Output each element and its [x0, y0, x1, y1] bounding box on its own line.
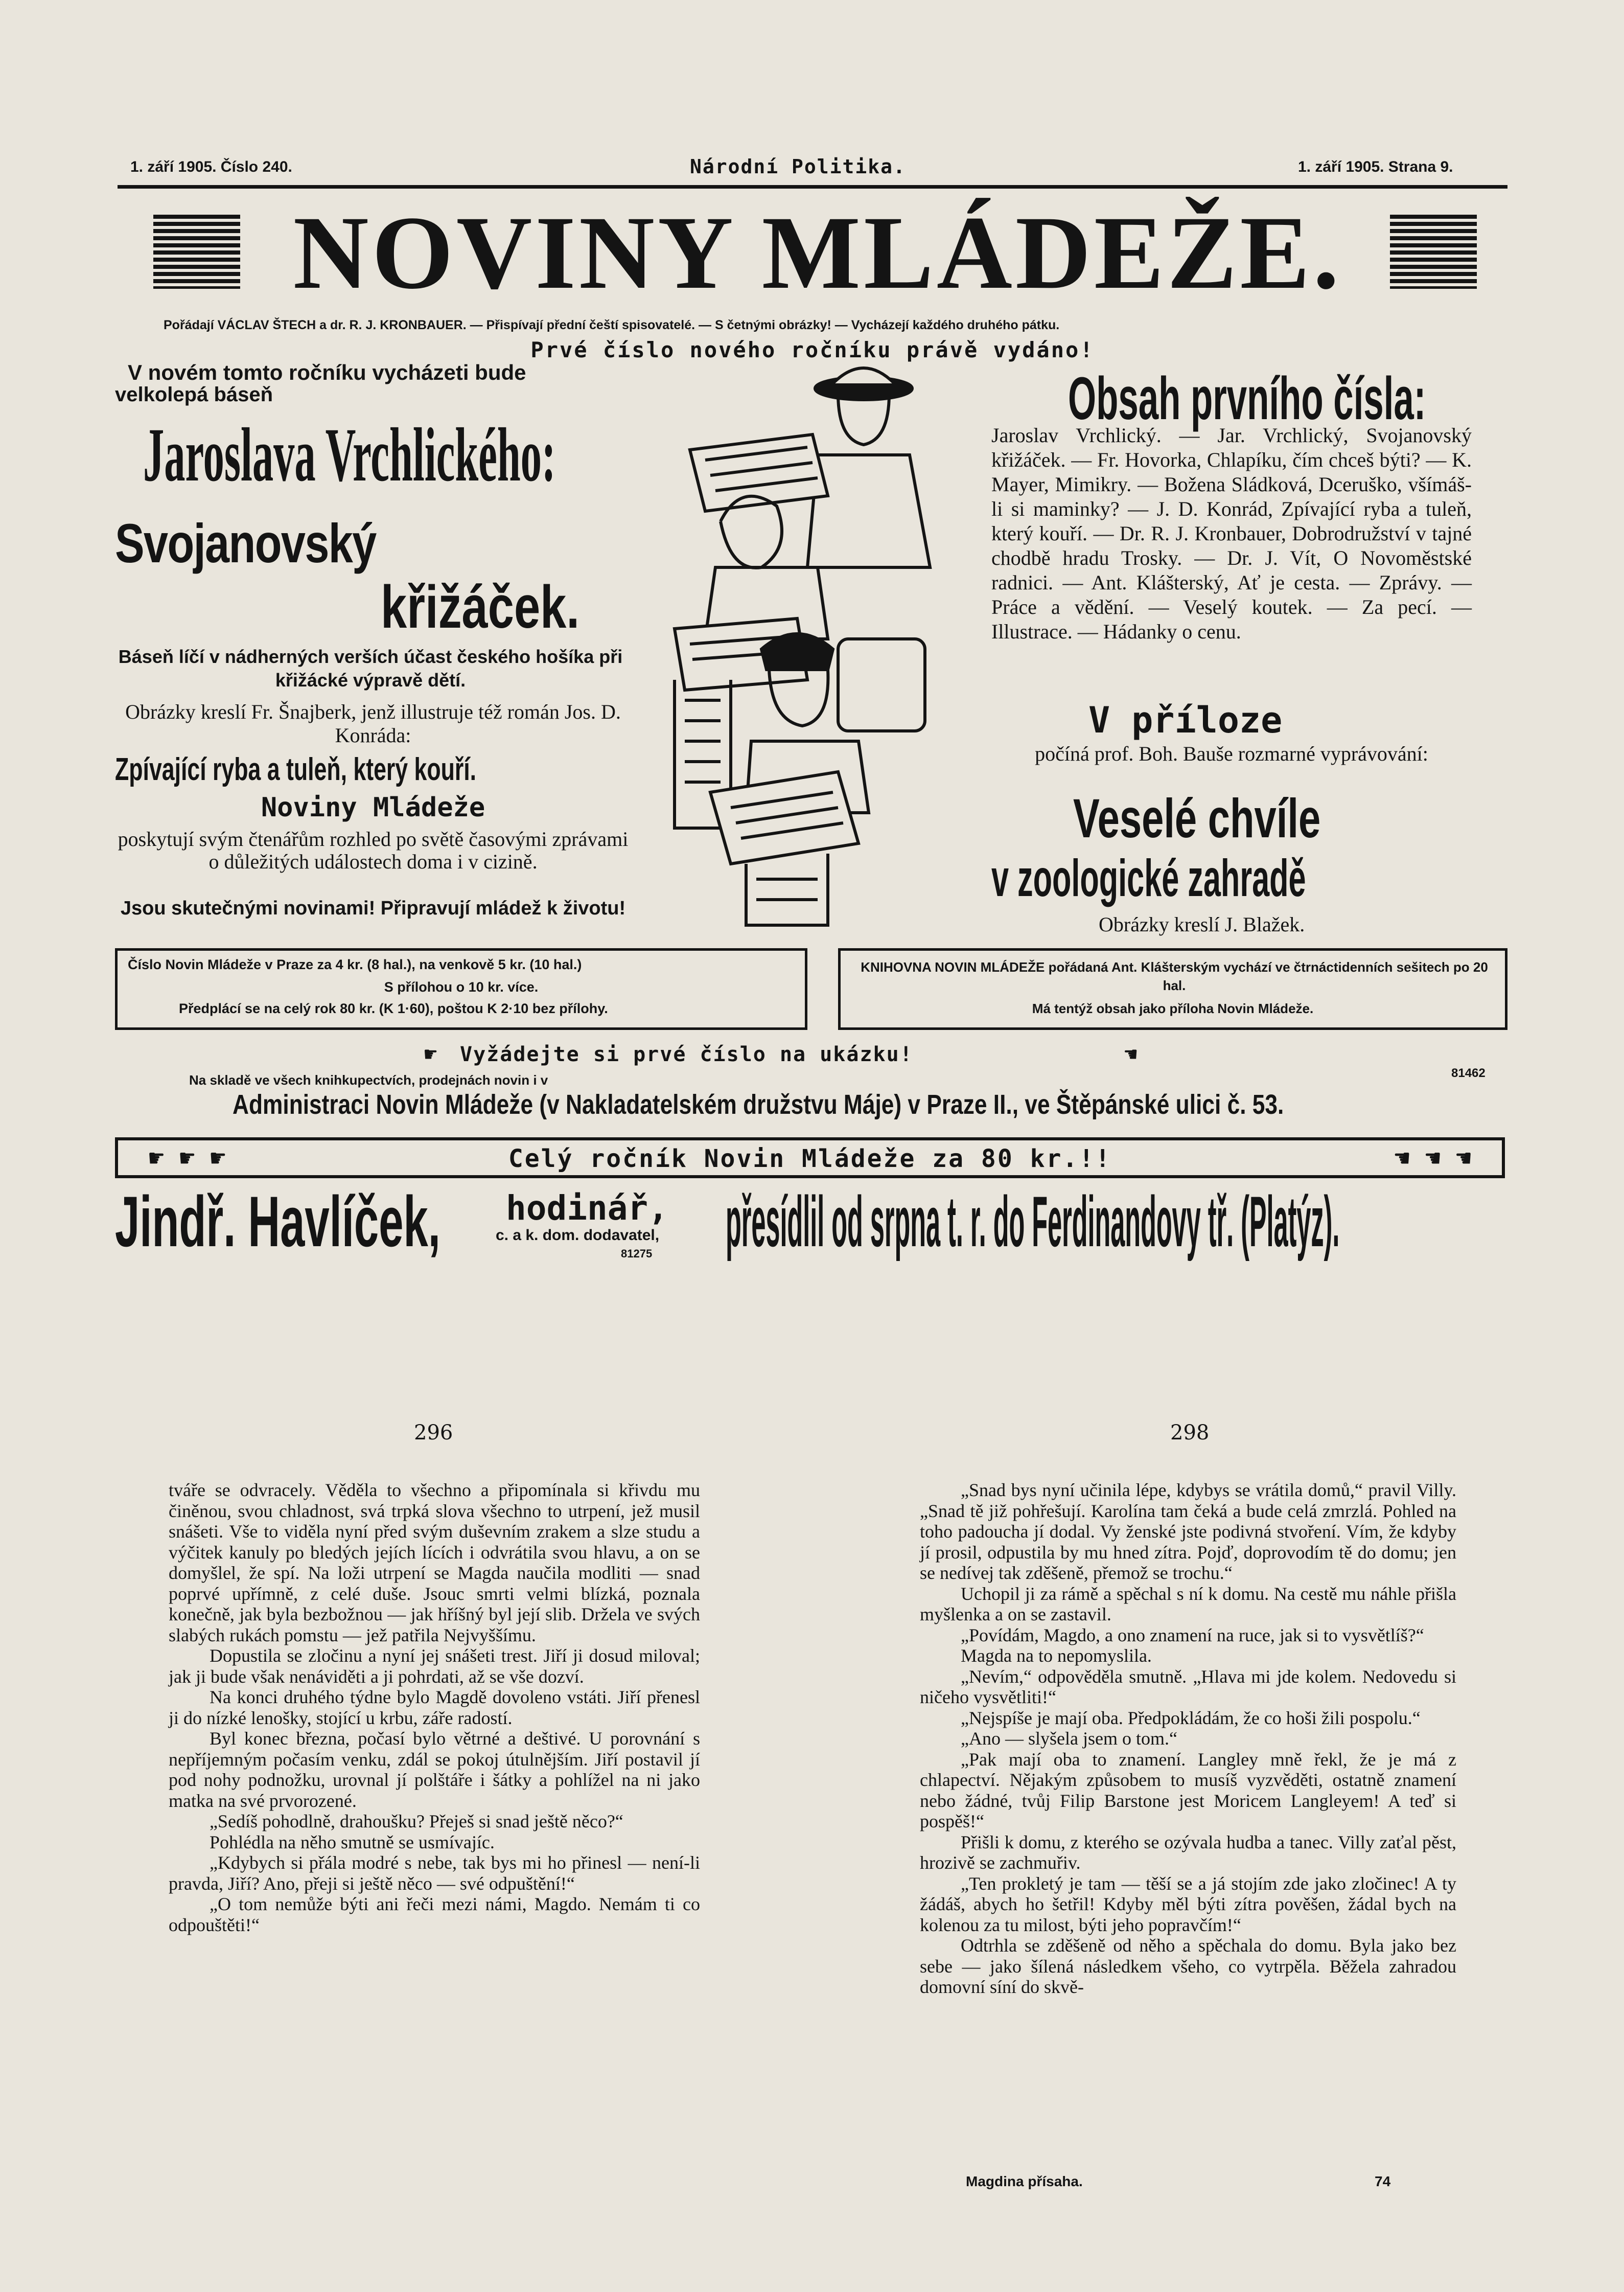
paragraph: „Ten prokletý je tam — těší se a já stojím zde jako zločinec! A ty žádáš, abych ho šetřil! Kdyby měl býti zítra pověšen, žádal bych na kolenou za tu milost, býti jeho popravčím!“ — [920, 1873, 1456, 1935]
paragraph: Byl konec března, počasí bylo větrné a deštivé. U porovnání s nepříjemným počasím venku, zdál se pokoj útulnějším. Jiří postavil jí pod nohy podnožku, urovnal jí polštáře i šátky a pohlížel na ni jako matka na své prvorozené. — [169, 1728, 700, 1811]
paragraph: Magda na to nepomyslila. — [961, 1645, 1152, 1666]
intro-text-2: velkolepá báseň — [115, 383, 273, 406]
paragraph: „Kdybych si přála modré s nebe, tak bys mi ho přinesl — není-li pravda, Jiří? Ano, přeji si ještě něco — své odpuštění!“ — [169, 1852, 700, 1894]
header-date-right: 1. září 1905. Strana 9. — [1298, 158, 1453, 175]
paragraph: „Pak mají oba to znamení. Langley mně řekl, že je má z chlapectví. Nějakým způsobem to musíš vyzvěděti, ostatně znamení nebo žádné, tvůj Filip Barstone jest Moricem Langleyem! A teď si pospěš!“ — [920, 1749, 1456, 1831]
paragraph: Uchopil ji za rámě a spěchal s ní k domu. Na cestě mu náhle přišla myšlenka a on se zastavil. — [920, 1583, 1456, 1624]
paragraph: tváře se odvracely. Věděla to všechno a připomínala si křivdu mu činěnou, svou chladnost, svá trpká slova všechno to utrpení, jež musil snášeti. Vše to viděla nyní před svým duševním zrakem a slze studu a výčitek kanuly po bledých jejích lících i odvrátila svou hlavu, a on se domyšlel, že spí. Na loži utrpení se Magda naučila modliti — snad poprvé upřímně, z celé duše. Jsouc smrti velmi blízká, poznala konečně, jak byla bezbožnou — jak hříšný byl její slib. Držela ve svých slabých rukách pomstu — jež patřila Nejvyššímu. — [169, 1480, 700, 1645]
paragraph: Dopustila se zločinu a nyní jej snášeti trest. Jiří ji dosud miloval; jak ji bude však nenáviděti a ji pohrdati, až se vše dozví. — [169, 1645, 700, 1687]
paragraph: „Snad bys nyní učinila lépe, kdybys se vrátila domů,“ pravil Villy. „Snad tě již pohřešují. Karolína tam čeká a bude celá zmrzlá. Pohled na toho padoucha jí dodal. Vy ženské jste podivná stvoření. Vím, že kdyby jí prosil, odpustila by mu hned zítra. Pojď, doprovodím tě do domu; jen se nedívej tak zděšeně, přemož se trochu.“ — [920, 1480, 1456, 1583]
paragraph: Pohlédla na něho smutně se usmívajíc. — [210, 1831, 495, 1852]
hand-icons-right: ☚ ☚ ☚ — [1394, 1143, 1471, 1173]
serial-footer-title: Magdina přísaha. — [966, 2173, 1083, 2189]
paragraph: „Povídám, Magdo, a ono znamení na ruce, jak si to vysvětlíš?“ — [961, 1624, 1424, 1645]
poem-description: Báseň líčí v nádherných verších účast českého hošíka při křižácké výpravě dětí. — [118, 646, 623, 691]
havlicek-message: přesídlil od srpna t. r. do Ferdinandovy tř. (Platýz). — [726, 1181, 1340, 1262]
poem-title-1: Svojanovský — [115, 512, 376, 574]
header-newspaper-name: Národní Politika. — [690, 155, 906, 178]
request-text: Vyžádejte si prvé číslo na ukázku! — [460, 1043, 913, 1066]
brand-name: Noviny Mládeže — [261, 792, 485, 823]
paragraph: Na konci druhého týdne bylo Magdě dovoleno vstáti. Jiří přenesl ji do nízké lenošky, stojící u krbu, záře radostí. — [169, 1687, 700, 1728]
header-rule — [118, 185, 1507, 189]
poem-title-2: křižáček. — [381, 574, 579, 641]
boys-reading-illustration — [644, 353, 961, 941]
serial-page-right: 298 — [1170, 1421, 1210, 1445]
havlicek-trade: hodinář, — [506, 1188, 668, 1228]
paragraph: „Sedíš pohodlně, drahoušku? Přeješ si snad ještě něco?“ — [210, 1811, 623, 1831]
masthead-ornament-left — [153, 215, 240, 289]
supplement-text: počíná prof. Boh. Bauše rozmarné vyprávování: — [1035, 742, 1428, 765]
supplement-heading: V příloze — [1088, 699, 1283, 741]
hand-icons-left: ☛ ☛ ☛ — [149, 1143, 226, 1173]
supplement-title-2: v zoologické zahradě — [991, 849, 1306, 907]
paragraph: „O tom nemůže býti ani řeči mezi námi, Magdo. Nemám ti co odpouštěti!“ — [169, 1894, 700, 1935]
serial-page-left: 296 — [414, 1421, 453, 1445]
havlicek-subtitle: c. a k. dom. dodavatel, — [496, 1227, 660, 1244]
masthead-ornament-right — [1390, 215, 1477, 289]
novel-title: Zpívající ryba a tuleň, který kouří. — [115, 752, 477, 787]
author-name: Jaroslava Vrchlického: — [143, 412, 556, 497]
paragraph: „Nejspíše je mají oba. Předpokládám, že co hoši žili pospolu.“ — [961, 1707, 1421, 1728]
serial-column-right — [920, 1480, 1456, 1998]
announcement: Prvé číslo nového ročníku právě vydáno! — [530, 337, 1095, 362]
slogan-text: Jsou skutečnými novinami! Připravují mládež k životu! — [120, 898, 626, 919]
supplement-title-1: Veselé chvíle — [1073, 787, 1321, 849]
administration-address: Administraci Novin Mládeže (v Nakladatelském družstvu Máje) v Praze II., ve Štěpánské ulici č. 53. — [233, 1089, 1284, 1120]
year-price-banner — [115, 1137, 1505, 1178]
price-box-right — [838, 948, 1507, 1030]
stock-line: Na skladě ve všech knihkupectvích, prodejnách novin i v — [189, 1072, 548, 1088]
masthead-subline: Pořádají VÁCLAV ŠTECH a dr. R. J. KRONBAUER. — Přispívají přední čeští spisovatelé. — S četnými obrázky! — Vycházejí každého druhého pátku. — [164, 318, 1060, 332]
havlicek-number: 81275 — [621, 1247, 653, 1260]
paragraph: Odtrhla se zděšeně od něho a spěchala do domu. Byla jako bez sebe — jako šílená následkem všeho, co vytrpěla. Běžela zahradou domovní síní do skvě- — [920, 1935, 1456, 1997]
price-line-1: Číslo Novin Mládeže v Praze za 4 kr. (8 hal.), na venkově 5 kr. (10 hal.) — [128, 957, 582, 972]
library-text-2: Má tentýž obsah jako příloha Novin Mládeže. — [1032, 1001, 1314, 1016]
illustrator-note: Obrázky kreslí Fr. Šnajberk, jenž illustruje též román Jos. D. Konráda: — [125, 700, 621, 747]
havlicek-name: Jindř. Havlíček, — [115, 1181, 440, 1262]
serial-column-left — [169, 1480, 700, 1935]
hand-icon-left: ☛ — [424, 1042, 437, 1067]
paragraph: „Nevím,“ odpověděla smutně. „Hlava mi jde kolem. Nedovedu si ničeho vysvětliti!“ — [920, 1666, 1456, 1707]
hand-icon-right: ☚ — [1124, 1042, 1138, 1067]
contents-heading: Obsah prvního čísla: — [1068, 365, 1426, 432]
year-price-text: Celý ročník Novin Mládeže za 80 kr.!! — [508, 1144, 1112, 1173]
library-text: KNIHOVNA NOVIN MLÁDEŽE pořádaná Ant. Klášterským vychází ve čtrnáctidenních sešitech po 20 hal. — [861, 959, 1488, 993]
stock-number: 81462 — [1451, 1066, 1486, 1080]
price-line-2: S přílohou o 10 kr. více. — [384, 979, 539, 995]
paragraph: „Ano — slyšela jsem o tom.“ — [961, 1728, 1177, 1749]
intro-text: V novém tomto ročníku vycházeti bude — [128, 360, 526, 384]
price-line-3: Předplácí se na celý rok 80 kr. (K 1·60), poštou K 2·10 bez přílohy. — [179, 1001, 608, 1016]
serial-footer-number: 74 — [1375, 2173, 1391, 2189]
masthead-title: NOVINY MLÁDEŽE. — [293, 195, 1342, 311]
price-box-left — [115, 948, 807, 1030]
offer-text: poskytují svým čtenářům rozhled po světě časovými zprávami o důležitých událostech doma i v cizině. — [118, 828, 629, 873]
contents-list: Jaroslav Vrchlický. — Jar. Vrchlický, Svojanovský křižáček. — Fr. Hovorka, Chlapíku, čím chceš býti? — K. Mayer, Mimikry. — Božena Sládková, Dceruško, všímáš-li si maminky? — J. D. Konrád, Zpívající ryba a tuleň, který kouří. — Dr. R. J. Kronbauer, Dobrodružství v tajné chodbě hradu Trosky. — Dr. J. Vít, O Novoměstské radnici. — Ant. Klášterský, Ať je cesta. — Zprávy. — Práce a vědění. — Veselý koutek. — Za pecí. — Illustrace. — Hádanky o cenu. — [991, 424, 1472, 643]
header-date-left: 1. září 1905. Číslo 240. — [130, 158, 292, 175]
supplement-illustrator: Obrázky kreslí J. Blažek. — [1099, 913, 1305, 936]
paragraph: Přišli k domu, z kterého se ozývala hudba a tanec. Villy zaťal pěst, hrozivě se zachmuřiv. — [920, 1831, 1456, 1873]
